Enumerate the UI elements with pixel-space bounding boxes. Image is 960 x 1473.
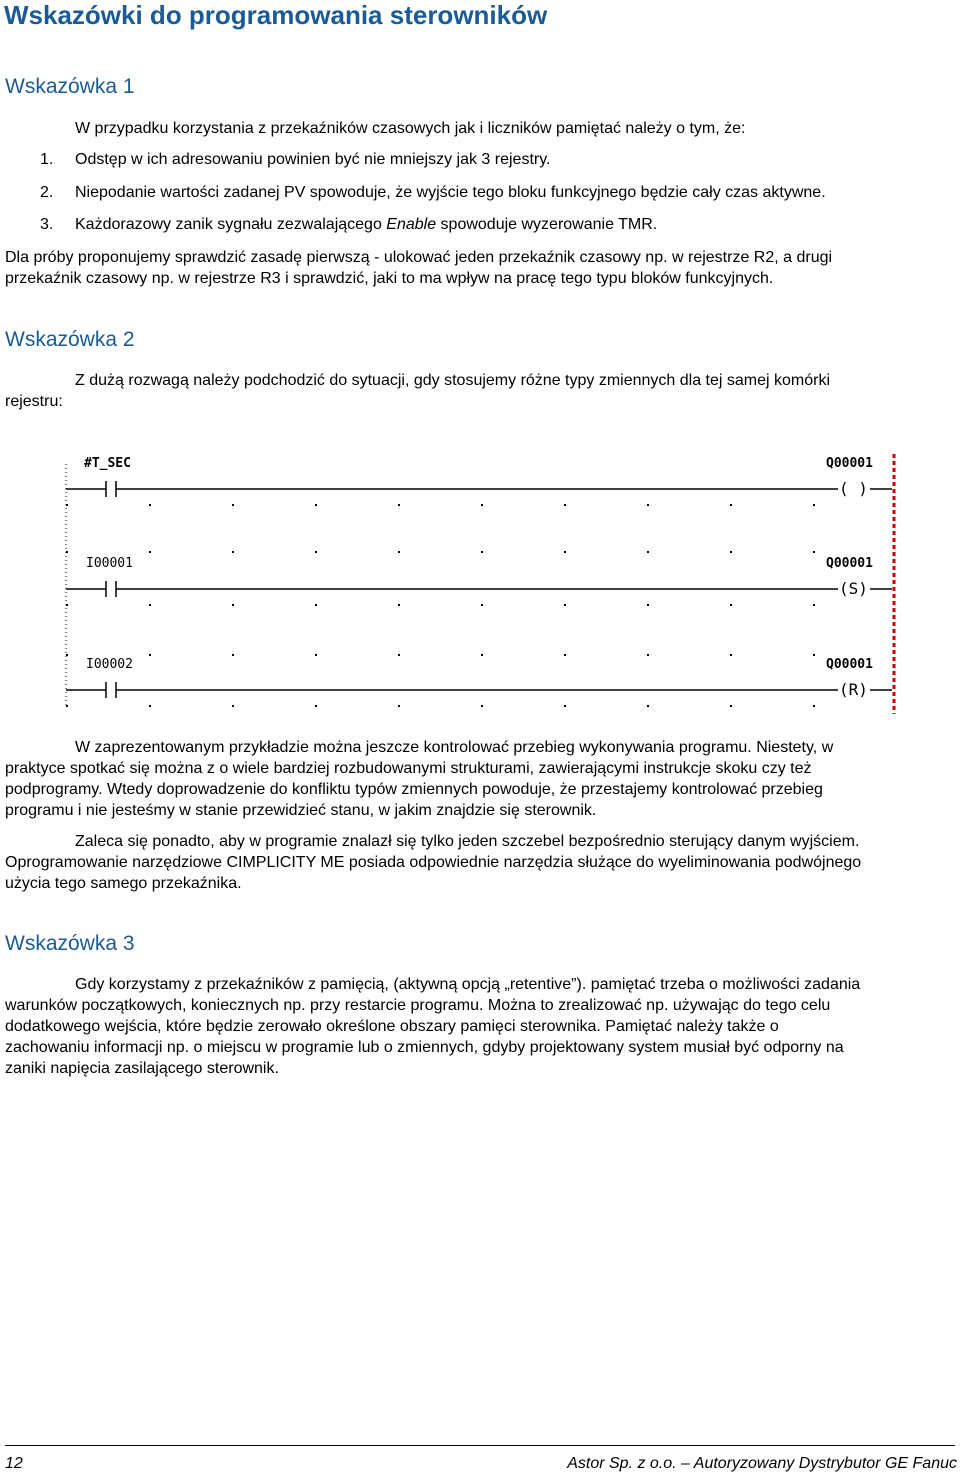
tip1-item1-text: Odstęp w ich adresowaniu powinien być nie mniejszy jak 3 rejestry. bbox=[75, 151, 551, 168]
grid-dot bbox=[232, 551, 234, 553]
grid-dot bbox=[149, 604, 151, 606]
grid-dot bbox=[564, 504, 566, 506]
grid-dot bbox=[481, 705, 483, 707]
grid-dot bbox=[813, 604, 815, 606]
grid-dot bbox=[647, 705, 649, 707]
tip3-para-line2: warunków początkowych, koniecznych np. przy restarcie programu. Można to zrealizować np. używając do tego celu bbox=[5, 997, 831, 1014]
tip2-intro-line1: Z dużą rozwagą należy podchodzić do sytuacji, gdy stosujemy różne typy zmiennych dla tej samej komórki bbox=[75, 372, 831, 389]
tip1-item3-num: 3. bbox=[40, 216, 54, 233]
tip3-heading: Wskazówka 3 bbox=[5, 932, 135, 955]
grid-dot bbox=[481, 551, 483, 553]
tip1-item2-num: 2. bbox=[40, 184, 54, 201]
grid-dot bbox=[232, 705, 234, 707]
grid-dot bbox=[730, 705, 732, 707]
grid-dot bbox=[813, 551, 815, 553]
tip1-item1-num: 1. bbox=[40, 151, 54, 168]
tip1-para-line1: Dla próby proponujemy sprawdzić zasadę pierwszą - ulokować jeden przekaźnik czasowy np. w rejestrze R2, a drugi bbox=[5, 249, 833, 266]
grid-dot bbox=[398, 604, 400, 606]
grid-dot bbox=[481, 654, 483, 656]
grid-dot bbox=[315, 551, 317, 553]
grid-dot bbox=[730, 654, 732, 656]
ladder-grid-dots bbox=[66, 504, 815, 707]
tip1-heading: Wskazówka 1 bbox=[5, 75, 135, 98]
tip2-para1-line4: programu i nie jesteśmy w stanie przewidzieć stanu, w jakim znajdzie się sterownik. bbox=[5, 802, 597, 819]
grid-dot bbox=[564, 604, 566, 606]
tip2-para2-line3: użycia tego samego przekaźnika. bbox=[5, 875, 242, 892]
tip1-item3-text-italic: Enable bbox=[386, 216, 437, 233]
rung2-coil: (S) bbox=[839, 579, 868, 598]
ladder-diagram bbox=[62, 448, 900, 720]
grid-dot bbox=[398, 705, 400, 707]
grid-dot bbox=[149, 705, 151, 707]
grid-dot bbox=[149, 654, 151, 656]
tip3-para-line4: zachowaniu informacji np. o miejscu w programie lub o zmiennych, gdyby projektowany system musiał być odporny na bbox=[5, 1039, 844, 1056]
grid-dot bbox=[232, 654, 234, 656]
grid-dot bbox=[647, 551, 649, 553]
grid-dot bbox=[481, 504, 483, 506]
grid-dot bbox=[647, 504, 649, 506]
rung1-coil: ( ) bbox=[839, 479, 868, 498]
tip3-para-line5: zaniki napięcia zasilającego sterownik. bbox=[5, 1060, 279, 1077]
tip2-para1-line1: W zaprezentowanym przykładzie można jeszcze kontrolować przebieg wykonywania programu. Niestety, w bbox=[75, 739, 834, 756]
tip2-heading: Wskazówka 2 bbox=[5, 328, 135, 351]
tip1-item2-text: Niepodanie wartości zadanej PV spowoduje, że wyjście tego bloku funkcyjnego będzie cały czas aktywne. bbox=[75, 184, 826, 201]
footer-rule bbox=[5, 1445, 955, 1446]
grid-dot bbox=[813, 705, 815, 707]
grid-dot bbox=[481, 604, 483, 606]
tip2-intro-line2: rejestru: bbox=[5, 393, 63, 410]
grid-dot bbox=[315, 604, 317, 606]
rung1-contact-label: #T_SEC bbox=[84, 456, 131, 471]
rung2-coil-address: Q00001 bbox=[826, 556, 873, 571]
footer-page-number: 12 bbox=[5, 1455, 23, 1472]
rung1-coil-address: Q00001 bbox=[826, 456, 873, 471]
grid-dot bbox=[149, 504, 151, 506]
page-title: Wskazówki do programowania sterowników bbox=[4, 0, 548, 30]
ladder-rung-3 bbox=[66, 657, 892, 699]
ladder-rung-1 bbox=[66, 456, 892, 498]
grid-dot bbox=[730, 551, 732, 553]
grid-dot bbox=[149, 551, 151, 553]
rung2-contact-label: I00001 bbox=[86, 556, 133, 571]
grid-dot bbox=[647, 654, 649, 656]
grid-dot bbox=[232, 504, 234, 506]
grid-dot bbox=[398, 551, 400, 553]
tip2-para1-line2: praktyce spotkać się można z o wiele bardziej rozbudowanymi strukturami, zawierającymi instrukcje skoku czy też bbox=[5, 760, 812, 777]
tip2-para1-line3: podprogramy. Wtedy doprowadzenie do konfliktu typów zmiennych powoduje, że przestajemy kontrolować przebieg bbox=[5, 781, 823, 798]
grid-dot bbox=[315, 504, 317, 506]
grid-dot bbox=[66, 705, 68, 707]
grid-dot bbox=[66, 654, 68, 656]
tip1-item3-text bbox=[75, 214, 657, 235]
grid-dot bbox=[730, 604, 732, 606]
grid-dot bbox=[564, 551, 566, 553]
grid-dot bbox=[564, 654, 566, 656]
grid-dot bbox=[315, 705, 317, 707]
tip1-intro: W przypadku korzystania z przekaźników czasowych jak i liczników pamiętać należy o tym, że: bbox=[75, 120, 746, 137]
rung3-coil-address: Q00001 bbox=[826, 657, 873, 672]
grid-dot bbox=[730, 504, 732, 506]
grid-dot bbox=[813, 654, 815, 656]
grid-dot bbox=[232, 604, 234, 606]
footer-company: Astor Sp. z o.o. – Autoryzowany Dystrybutor GE Fanuc bbox=[567, 1455, 957, 1472]
tip1-item3-text-before: Każdorazowy zanik sygnału zezwalającego bbox=[75, 216, 387, 233]
grid-dot bbox=[398, 654, 400, 656]
tip3-para-line1: Gdy korzystamy z przekaźników z pamięcią, (aktywną opcją „retentive”). pamiętać trzeba o możliwości zadania bbox=[75, 976, 861, 993]
tip1-item3-text-after: spowoduje wyzerowanie TMR. bbox=[436, 216, 658, 233]
tip2-para2-line1: Zaleca się ponadto, aby w programie znalazł się tylko jeden szczebel bezpośrednio sterujący danym wyjściem. bbox=[75, 833, 860, 850]
tip2-para2-line2: Oprogramowanie narzędziowe CIMPLICITY ME posiada odpowiednie narzędzia służące do wyeliminowania podwójnego bbox=[5, 854, 862, 871]
grid-dot bbox=[813, 504, 815, 506]
rung3-contact-label: I00002 bbox=[86, 657, 133, 672]
tip1-para-line2: przekaźnik czasowy np. w rejestrze R3 i sprawdzić, jaki to ma wpływ na pracę tego typu bloków funkcyjnych. bbox=[5, 270, 774, 287]
grid-dot bbox=[398, 504, 400, 506]
rung3-coil: (R) bbox=[839, 680, 868, 699]
grid-dot bbox=[647, 604, 649, 606]
ladder-rung-2 bbox=[66, 556, 892, 598]
grid-dot bbox=[315, 654, 317, 656]
grid-dot bbox=[564, 705, 566, 707]
tip3-para-line3: dodatkowego wejścia, które będzie zerowało określone obszary pamięci sterownika. Pamiętać należy także o bbox=[5, 1018, 779, 1035]
